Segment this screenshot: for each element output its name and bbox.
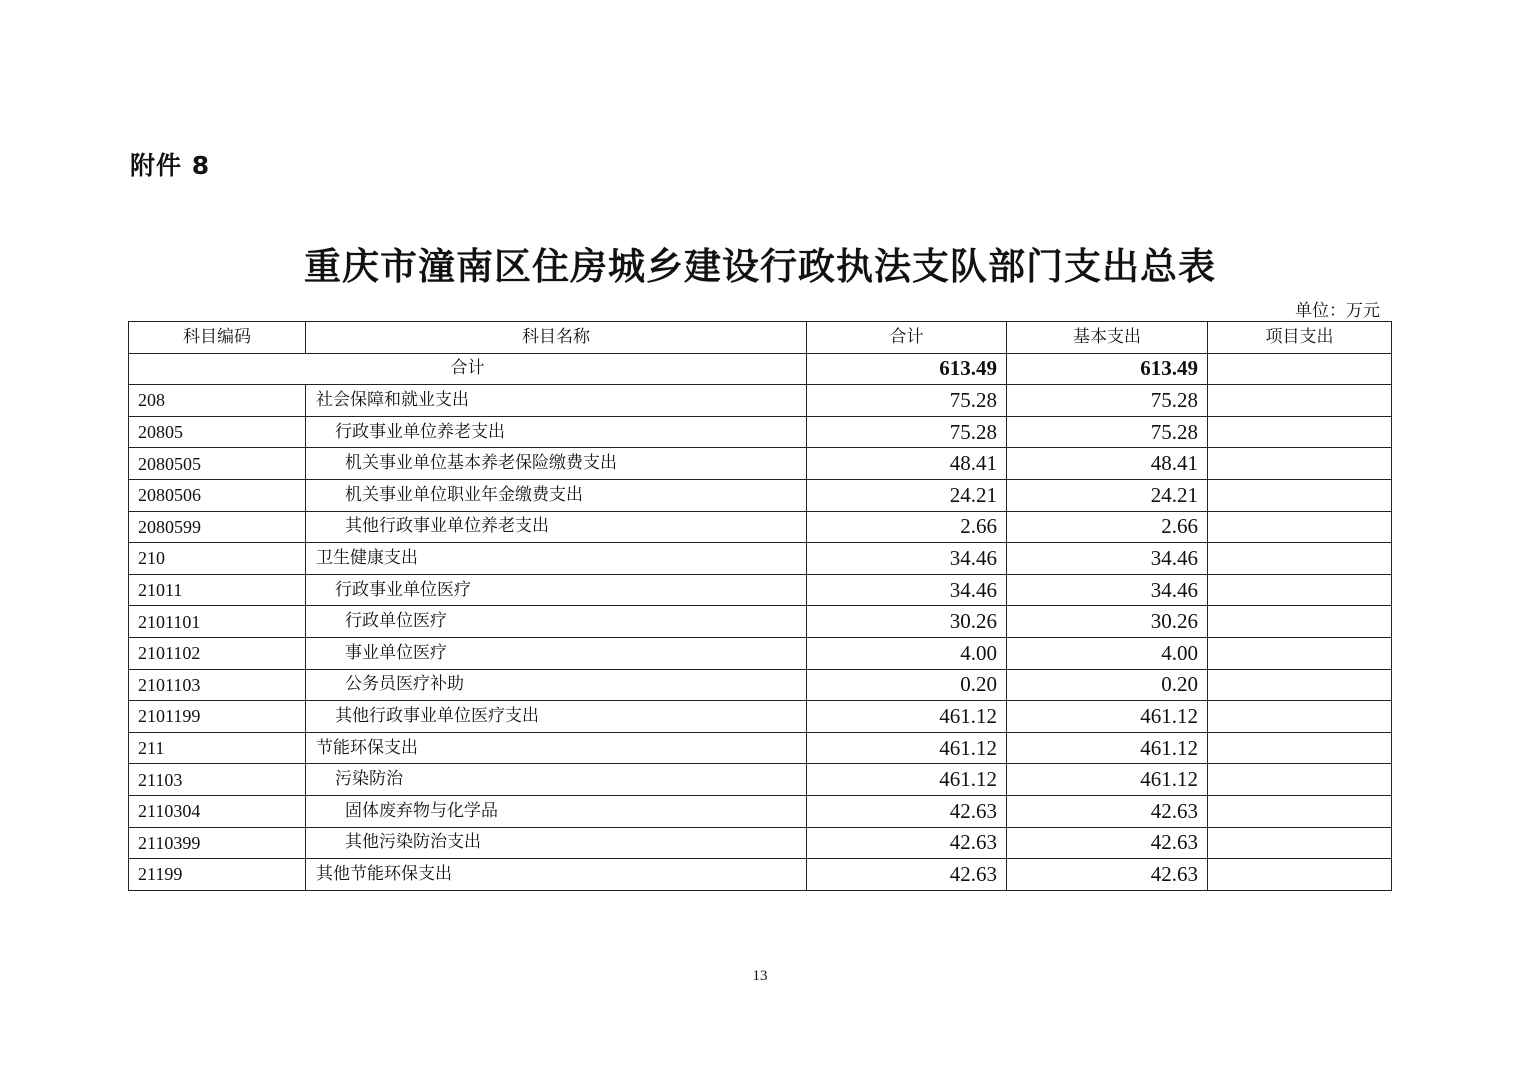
table-row: [129, 479, 1392, 511]
row-total: 42.63: [807, 795, 1007, 827]
row-code: 2080505: [129, 448, 306, 480]
row-basic: 461.12: [1007, 701, 1208, 733]
row-project: [1208, 859, 1392, 891]
row-name: 固体废弃物与化学品: [306, 795, 807, 827]
row-total: 48.41: [807, 448, 1007, 480]
table-row: [129, 543, 1392, 575]
table-row: [129, 701, 1392, 733]
row-total: 34.46: [807, 574, 1007, 606]
row-basic: 461.12: [1007, 764, 1208, 796]
header-project: 项目支出: [1208, 322, 1392, 354]
row-name: 其他行政事业单位养老支出: [306, 511, 807, 543]
row-project: [1208, 448, 1392, 480]
table-row: [129, 859, 1392, 891]
row-name: 其他污染防治支出: [306, 827, 807, 859]
table-row: [129, 637, 1392, 669]
header-name: 科目名称: [306, 322, 807, 354]
row-basic: 75.28: [1007, 416, 1208, 448]
row-project: [1208, 732, 1392, 764]
table-row: [129, 669, 1392, 701]
row-name: 事业单位医疗: [306, 637, 807, 669]
row-code: 208: [129, 385, 306, 417]
row-project: [1208, 543, 1392, 575]
header-total: 合计: [807, 322, 1007, 354]
row-code: 210: [129, 543, 306, 575]
row-project: [1208, 511, 1392, 543]
row-name: 其他行政事业单位医疗支出: [306, 701, 807, 733]
row-code: 21103: [129, 764, 306, 796]
unit-label: 单位：万元: [1295, 301, 1380, 321]
total-amount: 613.49: [807, 353, 1007, 385]
row-name: 污染防治: [306, 764, 807, 796]
row-code: 21199: [129, 859, 306, 891]
row-total: 461.12: [807, 732, 1007, 764]
row-total: 2.66: [807, 511, 1007, 543]
page-number: 13: [752, 968, 768, 984]
row-project: [1208, 764, 1392, 796]
row-total: 42.63: [807, 859, 1007, 891]
row-project: [1208, 606, 1392, 638]
row-code: 2110399: [129, 827, 306, 859]
total-basic: 613.49: [1007, 353, 1208, 385]
table-row: [129, 732, 1392, 764]
row-basic: 4.00: [1007, 637, 1208, 669]
total-project: [1208, 353, 1392, 385]
table-row: [129, 764, 1392, 796]
row-basic: 461.12: [1007, 732, 1208, 764]
row-total: 75.28: [807, 416, 1007, 448]
row-code: 2101103: [129, 669, 306, 701]
row-basic: 75.28: [1007, 385, 1208, 417]
table-row: [129, 416, 1392, 448]
row-name: 节能环保支出: [306, 732, 807, 764]
row-project: [1208, 669, 1392, 701]
row-basic: 42.63: [1007, 827, 1208, 859]
row-total: 0.20: [807, 669, 1007, 701]
row-project: [1208, 795, 1392, 827]
table-row: [129, 606, 1392, 638]
row-name: 行政事业单位养老支出: [306, 416, 807, 448]
row-project: [1208, 574, 1392, 606]
row-total: 461.12: [807, 764, 1007, 796]
row-project: [1208, 827, 1392, 859]
table-row: [129, 448, 1392, 480]
row-name: 行政单位医疗: [306, 606, 807, 638]
header-basic: 基本支出: [1007, 322, 1208, 354]
table-header-row: [129, 322, 1392, 354]
expenditure-table: [128, 321, 1392, 891]
row-code: 21011: [129, 574, 306, 606]
row-basic: 24.21: [1007, 479, 1208, 511]
row-total: 461.12: [807, 701, 1007, 733]
table-row: [129, 511, 1392, 543]
row-project: [1208, 479, 1392, 511]
row-basic: 0.20: [1007, 669, 1208, 701]
row-total: 4.00: [807, 637, 1007, 669]
row-basic: 34.46: [1007, 543, 1208, 575]
header-code: 科目编码: [129, 322, 306, 354]
row-total: 75.28: [807, 385, 1007, 417]
row-total: 34.46: [807, 543, 1007, 575]
row-project: [1208, 637, 1392, 669]
row-name: 社会保障和就业支出: [306, 385, 807, 417]
row-total: 42.63: [807, 827, 1007, 859]
row-basic: 30.26: [1007, 606, 1208, 638]
row-basic: 42.63: [1007, 795, 1208, 827]
row-code: 2101101: [129, 606, 306, 638]
table-body: [129, 322, 1392, 891]
total-row: [129, 353, 1392, 385]
attachment-label: 附件 8: [130, 151, 211, 180]
total-label: 合计: [129, 353, 807, 385]
row-name: 机关事业单位基本养老保险缴费支出: [306, 448, 807, 480]
row-basic: 2.66: [1007, 511, 1208, 543]
row-name: 机关事业单位职业年金缴费支出: [306, 479, 807, 511]
row-basic: 42.63: [1007, 859, 1208, 891]
table-row: [129, 795, 1392, 827]
document-title: 重庆市潼南区住房城乡建设行政执法支队部门支出总表: [304, 245, 1216, 288]
row-basic: 48.41: [1007, 448, 1208, 480]
row-code: 20805: [129, 416, 306, 448]
row-name: 行政事业单位医疗: [306, 574, 807, 606]
row-project: [1208, 701, 1392, 733]
table-row: [129, 827, 1392, 859]
row-code: 211: [129, 732, 306, 764]
table-row: [129, 574, 1392, 606]
row-project: [1208, 385, 1392, 417]
row-code: 2110304: [129, 795, 306, 827]
row-total: 30.26: [807, 606, 1007, 638]
row-code: 2080599: [129, 511, 306, 543]
row-code: 2101199: [129, 701, 306, 733]
row-code: 2101102: [129, 637, 306, 669]
row-name: 其他节能环保支出: [306, 859, 807, 891]
row-name: 公务员医疗补助: [306, 669, 807, 701]
row-total: 24.21: [807, 479, 1007, 511]
table-row: [129, 385, 1392, 417]
row-basic: 34.46: [1007, 574, 1208, 606]
row-code: 2080506: [129, 479, 306, 511]
row-name: 卫生健康支出: [306, 543, 807, 575]
row-project: [1208, 416, 1392, 448]
